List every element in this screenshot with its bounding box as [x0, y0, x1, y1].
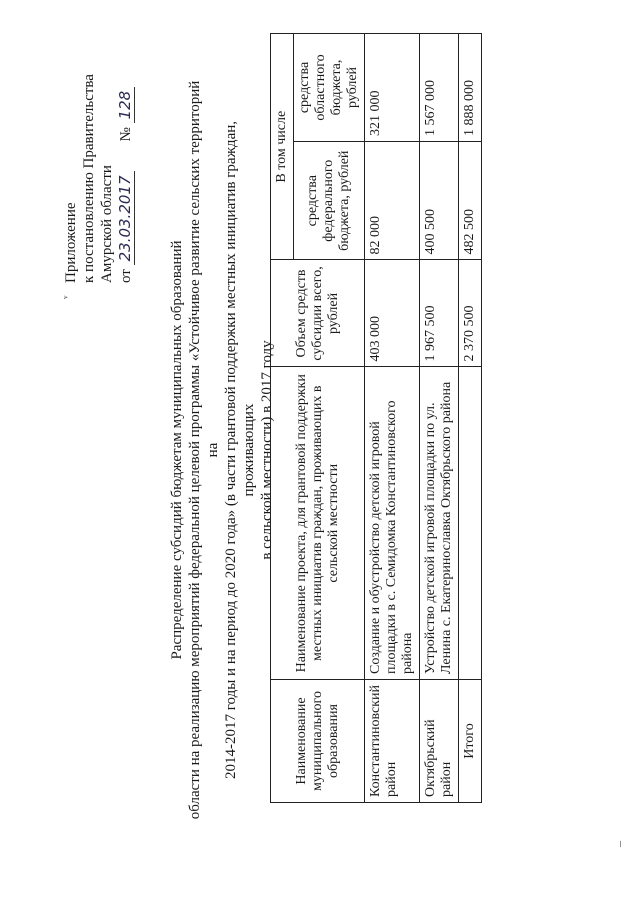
- number-prefix: №: [118, 127, 134, 142]
- cell-regional: 1 567 000: [420, 34, 459, 142]
- header-municipality: Наименование муниципального образования: [271, 680, 365, 803]
- totals-label: Итого: [459, 680, 482, 803]
- cell-federal: 82 000: [365, 141, 420, 259]
- title-line-2: области на реализацию мероприятий федеральной целевой программы «Устойчивое развитие сельских территорий на: [187, 80, 221, 820]
- appendix-line-2: к постановлению Правительства: [81, 74, 97, 283]
- title-line-3: 2014-2017 годы и на период до 2020 года» (в части грантовой поддержки местных инициатив граждан, проживающих: [223, 121, 257, 780]
- header-federal: средства федерального бюджета, рублей: [294, 141, 365, 259]
- cell-project: Создание и обустройство детской игровой площадки в с. Семидомка Константиновского района: [365, 367, 420, 680]
- appendix-line-3: Амурской области: [99, 165, 115, 283]
- cell-project: Устройство детской игровой площадки по ул. Ленина с. Екатеринославка Октябрьского района: [420, 367, 459, 680]
- scan-mark: –: [612, 841, 626, 847]
- cell-total: 403 000: [365, 260, 420, 367]
- totals-empty-cell: [459, 367, 482, 680]
- scan-tick-mark: ᵛ: [60, 295, 74, 299]
- header-project: Наименование проекта, для грантовой поддержки местных инициатив граждан, проживающих в сельской местности: [271, 367, 365, 680]
- title-line-4: в сельской местности) в 2017 году: [259, 340, 275, 560]
- appendix-header: [62, 23, 135, 283]
- totals-total: 2 370 500: [459, 260, 482, 367]
- table-row: [420, 34, 459, 803]
- table-row: [365, 34, 420, 803]
- subsidy-table: [270, 33, 482, 803]
- table-header-row: [271, 34, 294, 803]
- header-including: В том числе: [271, 34, 294, 260]
- cell-municipality: Октябрьский район: [420, 680, 459, 803]
- appendix-line-1: Приложение: [63, 202, 79, 283]
- totals-federal: 482 500: [459, 141, 482, 259]
- header-regional: средства областного бюджета, рублей: [294, 34, 365, 142]
- totals-regional: 1 888 000: [459, 34, 482, 142]
- cell-regional: 321 000: [365, 34, 420, 142]
- cell-federal: 400 500: [420, 141, 459, 259]
- number-handwritten: 128: [116, 87, 135, 124]
- cell-total: 1 967 500: [420, 260, 459, 367]
- title-line-1: Распределение субсидий бюджетам муниципальных образований: [169, 240, 185, 660]
- header-total: Объем средств субсидии всего, рублей: [271, 260, 365, 367]
- cell-municipality: Константиновский район: [365, 680, 420, 803]
- date-handwritten: 23.03.2017: [116, 172, 135, 266]
- table-totals-row: [459, 34, 482, 803]
- appendix-date-line: [116, 23, 135, 283]
- date-prefix: от: [118, 269, 134, 283]
- document-title: [168, 75, 276, 825]
